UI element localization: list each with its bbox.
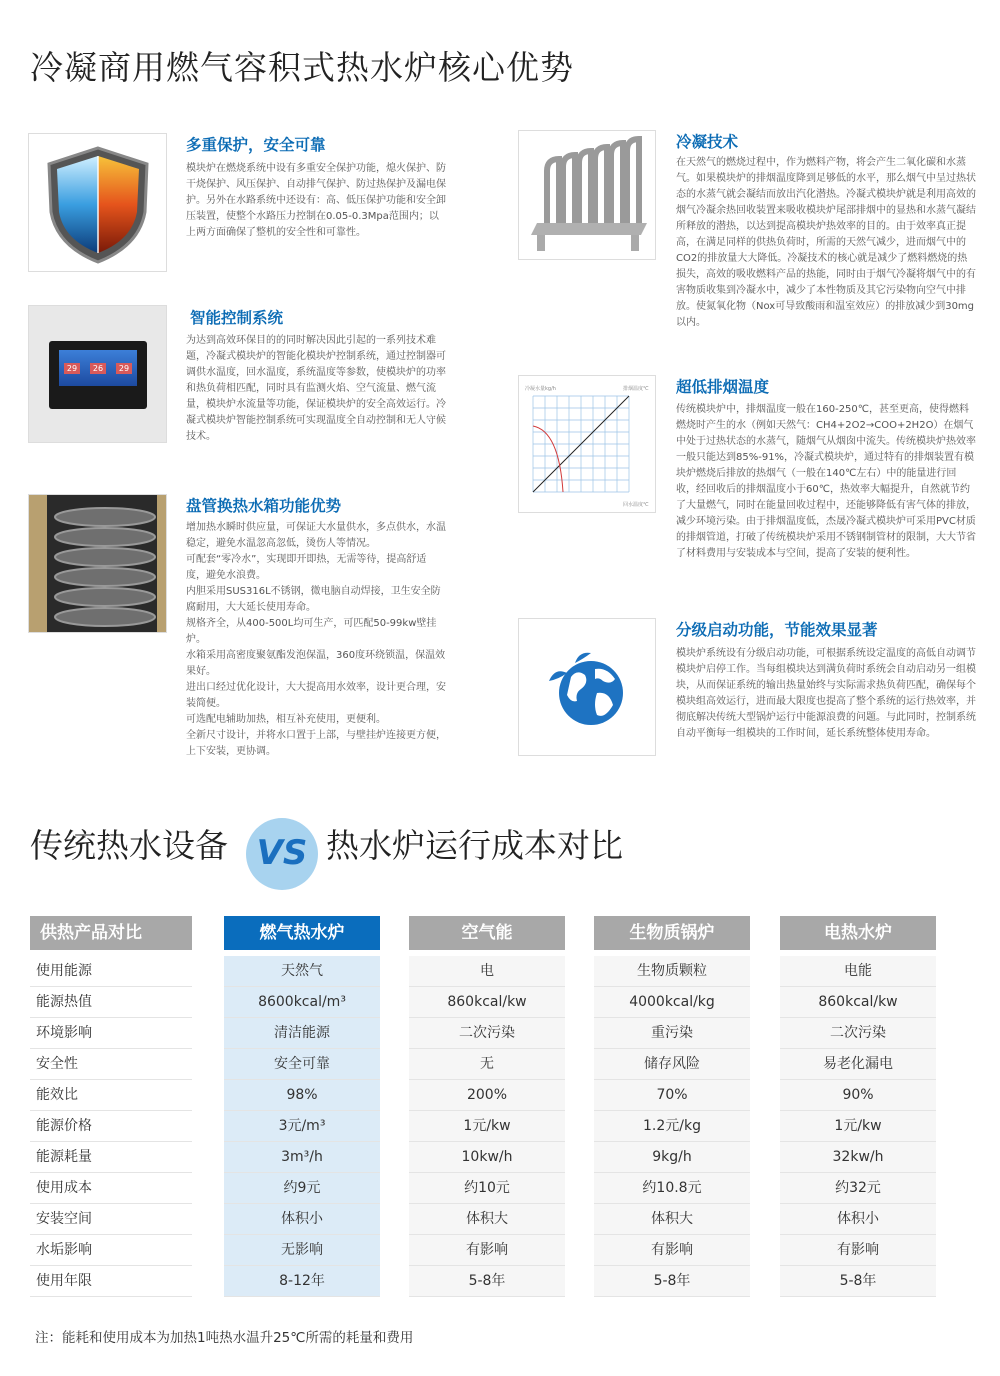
- controller-device: [49, 341, 147, 409]
- chart-left-label: 冷凝水量kg/h: [525, 386, 556, 392]
- footnote: 注：能耗和使用成本为加热1吨热水温升25℃所需的耗量和费用: [35, 1330, 414, 1346]
- table-cell: 体积大: [594, 1204, 750, 1235]
- table-cell: 水垢影响: [30, 1235, 192, 1266]
- table-cell: 无影响: [224, 1235, 380, 1266]
- controller-screen: [59, 350, 137, 386]
- table-cell: 98%: [224, 1080, 380, 1111]
- feature-body-control: [186, 333, 446, 445]
- table-cell: 4000kcal/kg: [594, 987, 750, 1018]
- table-cell: 1元/kw: [409, 1111, 565, 1142]
- table-cell: 清洁能源: [224, 1018, 380, 1049]
- table-cell: 3m³/h: [224, 1142, 380, 1173]
- feature-paragraph: 传统模块炉中，排烟温度一般在160-250℃，甚至更高，使得燃料燃烧时产生的水（例如天然气：CH4+2O2→COO+2H2O）在烟气中处于过热状态的水蒸气，随烟气从烟囱中流失。传统模块炉热效率一般只能达到85%-91%，冷凝式模块炉，通过特有的排烟装置有模块炉燃烧后排放的热烟气（一般在140℃左右）中的能量进行回收，经回收后的排烟温度小于60℃，热效率大幅提升，自然就节约了大量燃气，同时在能量回收过程中，还能够降低有害气体的排放，减少环境污染。由于排烟温度低，杰晟冷凝式模块炉可采用PVC材质的排烟管道，打破了传统模块炉采用不锈钢制管材的限制，大大节省了材料费用与安装成本与空间，提高了安装的便利性。: [676, 404, 976, 559]
- comparison-column-electric: [780, 916, 936, 1297]
- table-cell: 能源价格: [30, 1111, 192, 1142]
- shield-image: [28, 133, 167, 272]
- table-cell: 有影响: [780, 1235, 936, 1266]
- feature-paragraph: 可选配电辅助加热，相互补充使用，更便利。: [186, 714, 386, 725]
- table-cell: 约32元: [780, 1173, 936, 1204]
- feature-paragraph: 全新尺寸设计，并将水口置于上部，与壁挂炉连接更方便，上下安装，更协调。: [186, 730, 446, 757]
- screen-value: 29: [64, 363, 80, 374]
- table-cell: 200%: [409, 1080, 565, 1111]
- table-cell: 使用成本: [30, 1173, 192, 1204]
- coil-icon: [29, 495, 167, 633]
- feature-body-condense: [676, 155, 976, 331]
- feature-body-protection: [186, 161, 446, 241]
- table-cell: 天然气: [224, 956, 380, 987]
- chart-icon: [519, 376, 656, 513]
- column-header: 空气能: [409, 916, 565, 950]
- table-cell: 电: [409, 956, 565, 987]
- table-cell: 二次污染: [409, 1018, 565, 1049]
- controller-image: [28, 305, 167, 443]
- column-header: 生物质锅炉: [594, 916, 750, 950]
- table-cell: 5-8年: [594, 1266, 750, 1297]
- table-cell: 8-12年: [224, 1266, 380, 1297]
- feature-title-exhaust: 超低排烟温度: [676, 378, 770, 396]
- table-cell: 1.2元/kg: [594, 1111, 750, 1142]
- feature-body-exhaust: [676, 402, 976, 562]
- table-cell: 环境影响: [30, 1018, 192, 1049]
- table-cell: 安全可靠: [224, 1049, 380, 1080]
- comparison-column-gas: [224, 916, 380, 1297]
- table-cell: 70%: [594, 1080, 750, 1111]
- table-cell: 8600kcal/m³: [224, 987, 380, 1018]
- temperature-chart-image: [518, 375, 656, 513]
- table-cell: 体积大: [409, 1204, 565, 1235]
- table-cell: 使用能源: [30, 956, 192, 987]
- feature-paragraph: 模块炉在燃烧系统中设有多重安全保护功能，熄火保护、防干烧保护、风压保护、自动排气保护、防过热保护及漏电保护。另外在水路系统中还设有：高、低压保护功能和安全卸压装置，使整个水路压力控制在0.05-0.3Mpa范围内；以上两方面确保了整机的安全性和可靠性。: [186, 163, 446, 238]
- table-cell: 9kg/h: [594, 1142, 750, 1173]
- comparison-column-biomass: [594, 916, 750, 1297]
- table-cell: 1元/kw: [780, 1111, 936, 1142]
- feature-paragraph: 内胆采用SUS316L不锈钢，微电脑自动焊接，卫生安全防腐耐用，大大延长使用寿命。: [186, 586, 441, 613]
- comparison-column-labels: [30, 916, 192, 1297]
- feature-paragraph: 增加热水瞬时供应量，可保证大水量供水，多点供水，水温稳定，避免水温忽高忽低，烫伤人等情况。: [186, 522, 446, 549]
- comparison-title-right: 热水炉运行成本对比: [326, 826, 623, 865]
- table-cell: 二次污染: [780, 1018, 936, 1049]
- table-cell: 重污染: [594, 1018, 750, 1049]
- table-cell: 有影响: [594, 1235, 750, 1266]
- table-cell: 电能: [780, 956, 936, 987]
- coil-tank-image: [28, 494, 167, 633]
- table-cell: 能效比: [30, 1080, 192, 1111]
- column-header: 燃气热水炉: [224, 916, 380, 950]
- comparison-column-air: [409, 916, 565, 1297]
- globe-icon: [519, 619, 656, 756]
- column-header: 电热水炉: [780, 916, 936, 950]
- chart-bottom-label: 回水温度℃: [623, 502, 649, 508]
- table-cell: 约9元: [224, 1173, 380, 1204]
- table-cell: 约10元: [409, 1173, 565, 1204]
- feature-paragraph: 规格齐全，从400-500L均可生产，可匹配50-99kw壁挂炉。: [186, 618, 437, 645]
- table-cell: 生物质颗粒: [594, 956, 750, 987]
- feature-body-coil: [186, 520, 446, 760]
- table-cell: 32kw/h: [780, 1142, 936, 1173]
- comparison-title-left: 传统热水设备: [30, 826, 228, 865]
- screen-value: 26: [90, 363, 106, 374]
- shield-icon: [29, 134, 167, 272]
- feature-paragraph: 为达到高效环保目的的同时解决因此引起的一系列技术难题，冷凝式模块炉的智能化模块炉控制系统，通过控制器可调供水温度，回水温度，系统温度等参数，使模块炉的功率和热负荷相匹配，同时具有监测火焰、空气流量、燃气流量，模块炉水流量等功能，保证模块炉的安全高效运行。冷凝式模块炉智能控制系统可实现温度全自动控制和无人守候技术。: [186, 335, 446, 442]
- table-cell: 3元/m³: [224, 1111, 380, 1142]
- table-cell: 储存风险: [594, 1049, 750, 1080]
- table-cell: 能源热值: [30, 987, 192, 1018]
- table-cell: 860kcal/kw: [780, 987, 936, 1018]
- feature-title-condense: 冷凝技术: [676, 133, 739, 151]
- table-cell: 860kcal/kw: [409, 987, 565, 1018]
- page-title: 冷凝商用燃气容积式热水炉核心优势: [30, 48, 574, 87]
- feature-title-control: 智能控制系统: [190, 309, 284, 327]
- feature-paragraph: 模块炉系统设有分级启动功能，可根据系统设定温度的高低自动调节模块炉启停工作。当每组模块达到满负荷时系统会自动启动另一组模块，从而保证系统的输出热量始终与实际需求热负荷匹配，确保每个模块组高效运行，进而最大限度也提高了整个系统的运行热效率，并彻底解决传统大型锅炉运行中能源浪费的问题。与此同时，控制系统自动平衡每一组模块的工作时间，延长系统整体使用寿命。: [676, 648, 976, 739]
- feature-body-staging: [676, 646, 976, 742]
- condenser-icon: [519, 131, 656, 260]
- table-cell: 90%: [780, 1080, 936, 1111]
- table-cell: 使用年限: [30, 1266, 192, 1297]
- feature-title-protection: 多重保护，安全可靠: [186, 136, 326, 154]
- feature-title-coil: 盘管换热水箱功能优势: [186, 497, 342, 515]
- table-cell: 体积小: [780, 1204, 936, 1235]
- feature-title-staging: 分级启动功能，节能效果显著: [676, 621, 878, 639]
- table-cell: 能源耗量: [30, 1142, 192, 1173]
- table-cell: 5-8年: [780, 1266, 936, 1297]
- screen-value: 29: [116, 363, 132, 374]
- table-cell: 易老化漏电: [780, 1049, 936, 1080]
- table-cell: 安全性: [30, 1049, 192, 1080]
- chart-right-label: 排烟温度℃: [623, 386, 649, 392]
- table-cell: 有影响: [409, 1235, 565, 1266]
- table-cell: 10kw/h: [409, 1142, 565, 1173]
- feature-paragraph: 水箱采用高密度聚氨酯发泡保温，360度环绕锁温，保温效果好。: [186, 650, 446, 677]
- table-cell: 5-8年: [409, 1266, 565, 1297]
- feature-paragraph: 进出口经过优化设计，大大提高用水效率，设计更合理，安装简便。: [186, 682, 446, 709]
- table-cell: 安装空间: [30, 1204, 192, 1235]
- feature-paragraph: 在天然气的燃烧过程中，作为燃料产物，将会产生二氧化碳和水蒸气。如果模块炉的排烟温度降到足够低的水平，那么烟气中呈过热状态的水蒸气就会凝结而放出汽化潜热。冷凝式模块炉就是利用高效的烟气冷凝余热回收装置来吸收模块炉尾部排烟中的显热和水蒸气凝结所释放的潜热，以达到提高模块炉热效率的目的。由于效率真正提高，在满足同样的供热负荷时，所需的天然气减少，进而烟气中的CO2的排放量大大降低。冷凝技术的核心就是减少了燃料燃烧的热损失，高效的吸收燃料产品的热能，同时由于烟气冷凝将烟气中的有害物质收集到冷凝水中，减少了本性物质及其它污染物向空气中排放。使氮氧化物（Nox可导致酸雨和温室效应）的排放减少到30mg以内。: [676, 157, 976, 328]
- column-header: 供热产品对比: [30, 916, 192, 950]
- vs-badge: VS: [246, 818, 318, 890]
- feature-paragraph: 可配套“零冷水”，实现即开即热，无需等待，提高舒适度，避免水浪费。: [186, 554, 427, 581]
- condenser-image: [518, 130, 656, 260]
- globe-image: [518, 618, 656, 756]
- table-cell: 无: [409, 1049, 565, 1080]
- table-cell: 约10.8元: [594, 1173, 750, 1204]
- table-cell: 体积小: [224, 1204, 380, 1235]
